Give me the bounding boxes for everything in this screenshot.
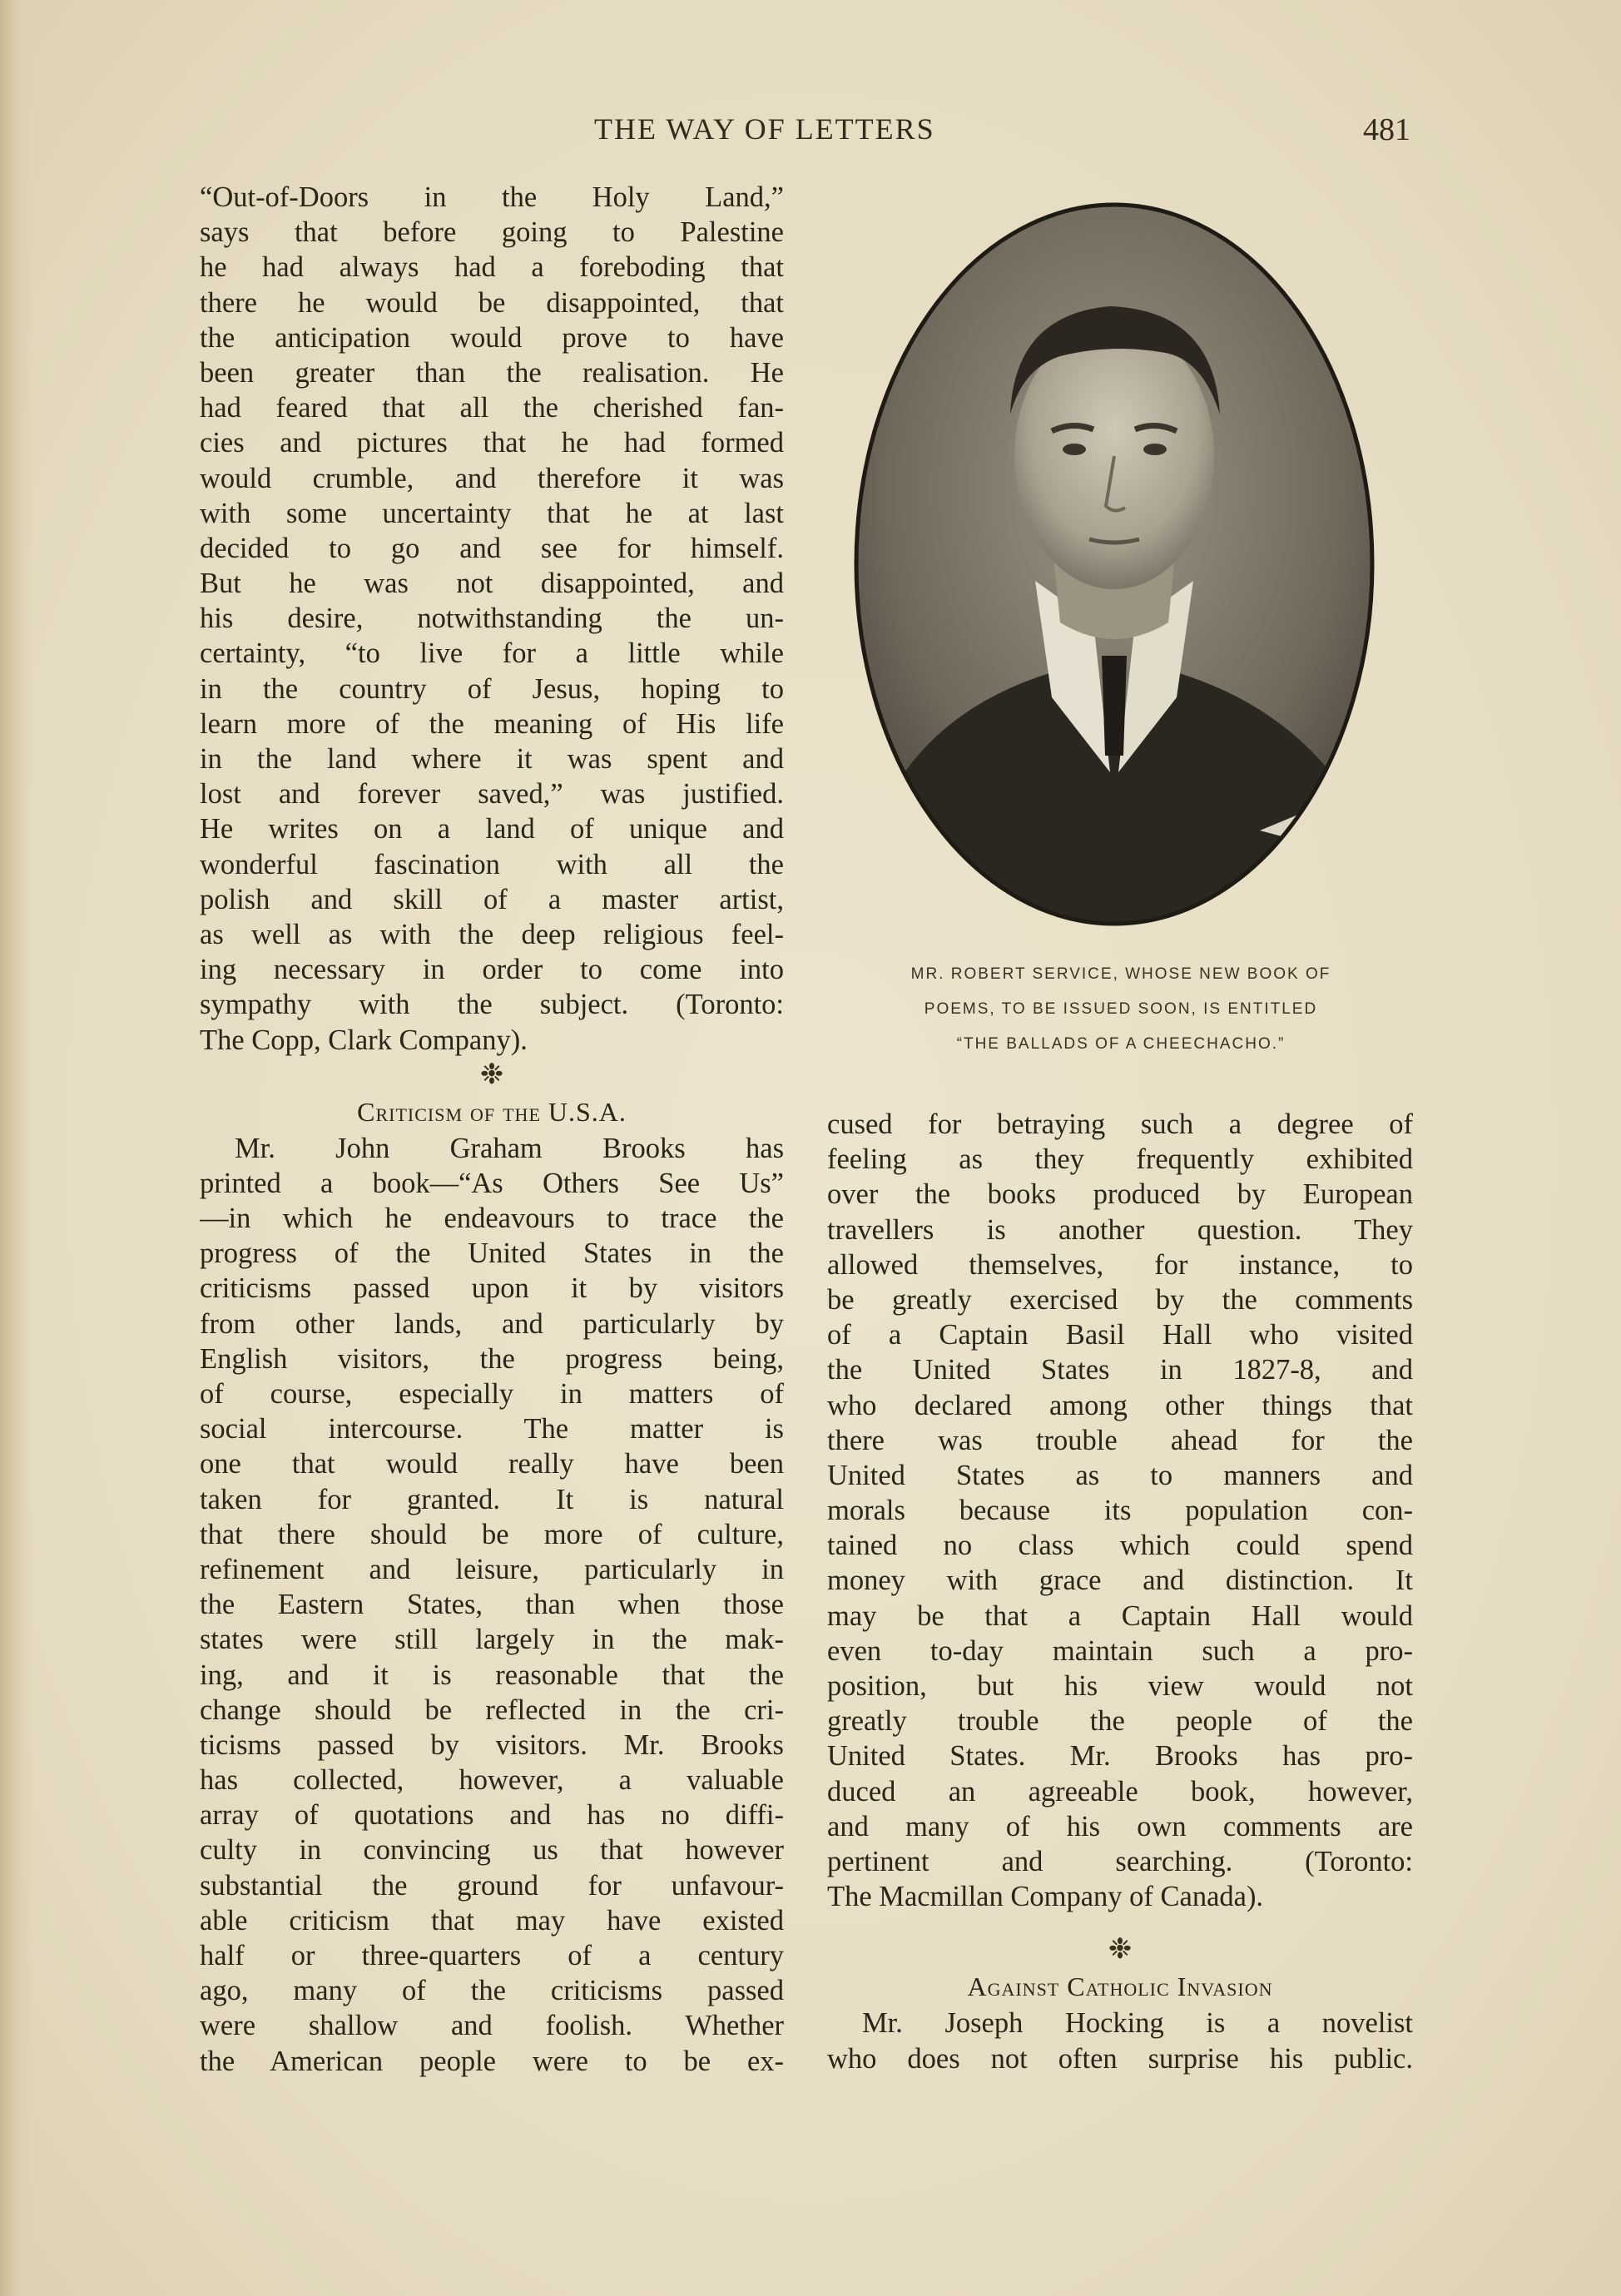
text-line: ing, and it is reasonable that the <box>200 1659 784 1691</box>
text-line: one that would really have been <box>200 1448 784 1480</box>
text-line: Mr. Joseph Hocking is a novelist <box>862 2007 1413 2040</box>
section-heading-catholic: Against Catholic Invasion <box>967 1971 1273 2002</box>
paragraph-out-of-doors <box>200 180 784 1058</box>
text-line: —in which he endeavours to trace the <box>200 1203 784 1235</box>
text-line: feeling as they frequently exhibited <box>827 1143 1413 1176</box>
text-line: pertinent and searching. (Toronto: <box>827 1845 1413 1877</box>
text-line: change should be reflected in the cri- <box>200 1693 784 1726</box>
text-line: there he would be disappointed, that <box>200 286 784 319</box>
text-line: has collected, however, a valuable <box>200 1764 784 1797</box>
text-line: learn more of the meaning of His life <box>200 707 784 740</box>
text-line: that there should be more of culture, <box>200 1518 784 1550</box>
paragraph-hocking <box>827 2006 1413 2075</box>
text-line: would crumble, and therefore it was <box>200 462 784 494</box>
text-line: The Copp, Clark Company). <box>200 1024 528 1056</box>
text-line: who does not often surprise his public. <box>827 2042 1413 2075</box>
text-line: lost and forever saved,” was justified. <box>200 778 784 811</box>
text-line: morals because its population con- <box>827 1495 1413 1527</box>
text-line: of a Captain Basil Hall who visited <box>827 1319 1413 1351</box>
text-line: been greater than the realisation. He <box>200 356 784 389</box>
text-line: be greatly exercised by the comments <box>827 1283 1413 1316</box>
text-line: cies and pictures that he had formed <box>200 427 784 459</box>
text-line: “Out-of-Doors in the Holy Land,” <box>200 181 784 213</box>
text-line: over the books produced by European <box>827 1178 1413 1211</box>
text-line: in the country of Jesus, hoping to <box>200 672 784 705</box>
caption-line: POEMS, TO BE ISSUED SOON, IS ENTITLED <box>924 1000 1318 1018</box>
text-line: polish and skill of a master artist, <box>200 883 784 915</box>
text-line: the Eastern States, than when those <box>200 1589 784 1621</box>
caption-line: MR. ROBERT SERVICE, WHOSE NEW BOOK OF <box>910 965 1331 983</box>
text-line: the anticipation would prove to have <box>200 321 784 354</box>
caption-line: “THE BALLADS OF A CHEECHACHO.” <box>956 1035 1286 1053</box>
text-line: printed a book—“As Others See Us” <box>200 1167 784 1199</box>
text-line: and many of his own comments are <box>827 1810 1413 1842</box>
paragraph-criticism <box>200 1131 784 2079</box>
text-line: of course, especially in matters of <box>200 1378 784 1410</box>
text-line: He writes on a land of unique and <box>200 813 784 846</box>
text-line: array of quotations and has no diffi- <box>200 1799 784 1832</box>
text-line: ing necessary in order to come into <box>200 954 784 986</box>
text-line: substantial the ground for unfavour- <box>200 1869 784 1902</box>
text-line: he had always had a foreboding that <box>200 251 784 284</box>
text-line: United States as to manners and <box>827 1459 1413 1491</box>
text-line: allowed themselves, for instance, to <box>827 1248 1413 1281</box>
text-line: travellers is another question. They <box>827 1213 1413 1246</box>
text-line: ticisms passed by visitors. Mr. Brooks <box>200 1728 784 1761</box>
text-line: social intercourse. The matter is <box>200 1413 784 1446</box>
text-line: cused for betraying such a degree of <box>827 1108 1413 1140</box>
text-line: the United States in 1827-8, and <box>827 1354 1413 1386</box>
text-line: tained no class which could spend <box>827 1530 1413 1562</box>
running-title: THE WAY OF LETTERS <box>594 112 935 146</box>
portrait-caption <box>827 957 1415 1062</box>
text-line: even to-day maintain such a pro- <box>827 1634 1413 1667</box>
text-line: in the land where it was spent and <box>200 743 784 775</box>
paragraph-brooks-continued <box>827 1107 1413 1914</box>
page-number: 481 <box>1363 112 1410 147</box>
text-line: may be that a Captain Hall would <box>827 1599 1413 1632</box>
text-line: with some uncertainty that he at last <box>200 497 784 529</box>
text-line: The Macmillan Company of Canada). <box>827 1881 1264 1913</box>
text-line: who declared among other things that <box>827 1389 1413 1421</box>
text-line: position, but his view would not <box>827 1670 1413 1702</box>
text-line: But he was not disappointed, and <box>200 568 784 600</box>
portrait-figure <box>844 190 1385 939</box>
text-line: money with grace and distinction. It <box>827 1565 1413 1597</box>
text-line: United States. Mr. Brooks has pro- <box>827 1740 1413 1773</box>
text-line: his desire, notwithstanding the un- <box>200 603 784 635</box>
text-line: taken for granted. It is natural <box>200 1483 784 1515</box>
text-line: the American people were to be ex- <box>200 2045 784 2077</box>
right-column <box>827 1107 1413 2076</box>
text-line: culty in convincing us that however <box>200 1834 784 1867</box>
text-line: Mr. John Graham Brooks has <box>235 1132 784 1164</box>
text-line: ago, many of the criticisms passed <box>200 1975 784 2007</box>
text-line: were shallow and foolish. Whether <box>200 2010 784 2042</box>
text-line: wonderful fascination with all the <box>200 848 784 880</box>
text-line: certainty, “to live for a little while <box>200 637 784 670</box>
text-line: states were still largely in the mak- <box>200 1624 784 1656</box>
ornament-divider: ❉ <box>479 1059 504 1090</box>
text-line: progress of the United States in the <box>200 1237 784 1270</box>
portrait-oval-photo <box>844 190 1385 939</box>
text-line: from other lands, and particularly by <box>200 1307 784 1340</box>
text-line: greatly trouble the people of the <box>827 1705 1413 1738</box>
section-heading-criticism: Criticism of the U.S.A. <box>357 1096 627 1127</box>
text-line: sympathy with the subject. (Toronto: <box>200 989 784 1021</box>
text-line: refinement and leisure, particularly in <box>200 1553 784 1585</box>
ornament-divider: ❉ <box>1108 1934 1133 1966</box>
text-line: half or three-quarters of a century <box>200 1940 784 1971</box>
text-line: English visitors, the progress being, <box>200 1342 784 1375</box>
text-line: had feared that all the cherished fan- <box>200 392 784 424</box>
text-line: able criticism that may have existed <box>200 1904 784 1936</box>
left-column <box>200 180 784 2079</box>
text-line: as well as with the deep religious feel- <box>200 918 784 950</box>
text-line: criticisms passed upon it by visitors <box>200 1272 784 1305</box>
text-line: there was trouble ahead for the <box>827 1424 1413 1456</box>
gutter-shadow <box>0 0 33 2296</box>
text-line: duced an agreeable book, however, <box>827 1775 1413 1808</box>
text-line: says that before going to Palestine <box>200 216 784 249</box>
text-line: decided to go and see for himself. <box>200 532 784 564</box>
